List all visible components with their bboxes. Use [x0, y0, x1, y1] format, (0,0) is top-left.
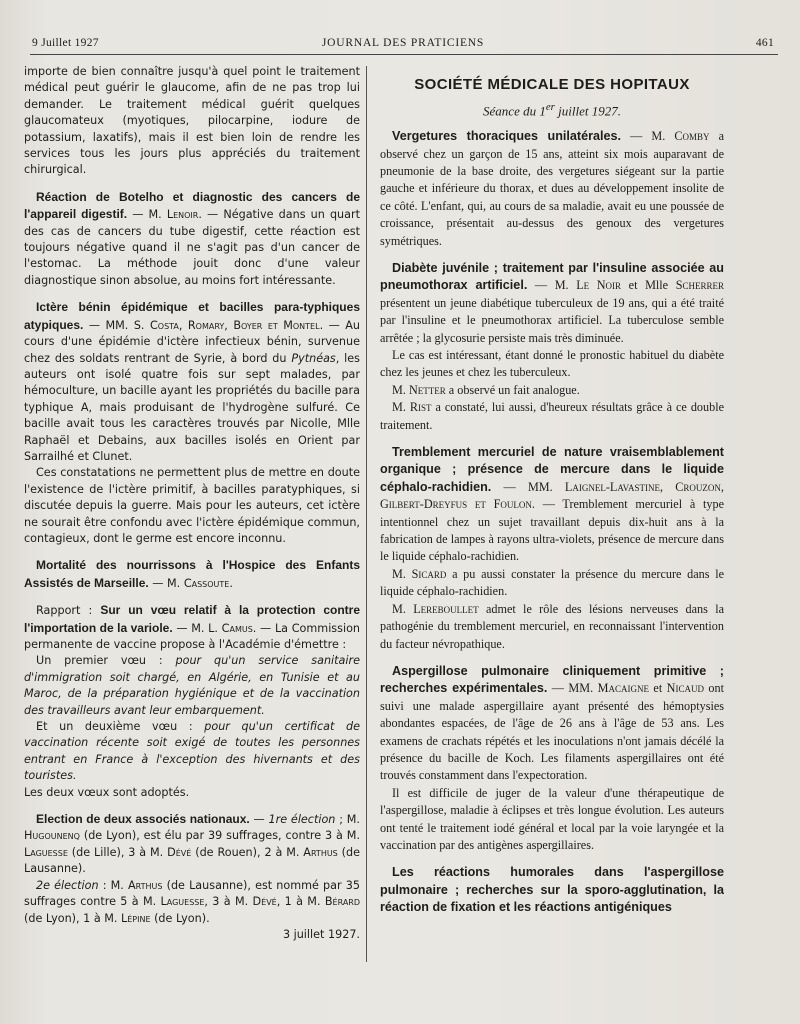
aspergillose-title: Aspergillose pulmonaire cliniquement primitive ; recherches expérimentales. — [380, 663, 724, 696]
section-title: SOCIÉTÉ MÉDICALE DES HOPITAUX — [414, 76, 690, 93]
column-divider — [366, 66, 367, 962]
diabete-paragraph-2: Le cas est intéressant, étant donné le pronostic habituel du diabète chez les jeunes et chez les tuberculeux. — [380, 348, 724, 380]
vergetures-article: Vergetures thoraciques unilatérales. — M. Comby a observé chez un garçon de 15 ans, atteint six mois auparavant de pneumonie de la base droite, des vergetures siégeant sur la partie gauche et inférieure du thorax, et dues au développement insolite de ce côté. L'enfant, qui, au cours de sa maladie, avait eu une poussée de croissance, présentait au-dessus des genoux des vergetures symétriques. — [380, 129, 724, 248]
botelho-article: Réaction de Botelho et diagnostic des cancers de l'appareil digestif. — M. Lenoir. — Négative dans un quart des cas de cancers du tube digestif, cette réaction est toujours négative quand il ne s'agit pas d'un cancer de l'estomac. La méthode jouit donc d'une valeur diagnostique sinon absolue, au moins fort intéressante. — [24, 189, 360, 287]
election-title: Election de deux associés nationaux. — [36, 812, 250, 827]
rapport-title: Sur un vœu relatif à la protection contre l'importation de la variole. — [24, 603, 360, 635]
first-election-label: 1re élection — [268, 813, 336, 827]
header-journal-title: JOURNAL DES PRATICIENS — [321, 37, 485, 49]
tremblement-paragraph-3: M. Lereboullet admet le rôle des lésions nerveuses dans la pathogénie du tremblement mercuriel, en reconnaissant l'intervention du facteur névropathique. — [380, 601, 724, 651]
right-column — [380, 64, 724, 964]
ictere-article: Ictère bénin épidémique et bacilles para-typhiques atypiques. — MM. S. Costa, Romary, Boyer et Montel. — Au cours d'une épidémie d'ictère infectieux bénin, survenue chez des soldats rentrant de Syrie, à bord du Pytnéas, les auteurs ont isolé quatre fois sur sept malades, par hémoculture, un bacille ayant les propriétés du bacille para typhique A, mais produisant de l'hydrogène sulfuré. Ce bacille avait tous les caractères trouvés par Nicolle, Mlle Raphaël et Debains, aux bacilles isolés en Orient par Sarrailhé et Clunet. — [24, 300, 360, 463]
botelho-text: . — Négative dans un quart des cas de cancers du tube digestif, cette réaction est toujours négative quand il ne s'agit pas d'un cancer de l'estomac. La méthode jouit donc d'une valeur diagnostique sinon absolue, au moins fort intéressante. — [24, 208, 360, 287]
voeu-1: Un premier vœu : pour qu'un service sanitaire d'immigration soit chargé, en Algérie, en Tunisie et au Maroc, de la préparation hygiénique et de la vaccination des travailleurs avant leur embarquement. — [24, 654, 360, 717]
ictere-title: Ictère bénin épidémique et bacilles para-typhiques atypiques. — [24, 300, 360, 332]
diabete-title: Diabète juvénile ; traitement par l'insuline associée au pneumothorax artificiel. — [380, 260, 724, 293]
mortalite-article: Mortalité des nourrissons à l'Hospice des Enfants Assistés de Marseille. — M. Cassoute. — [24, 558, 360, 590]
rapport-author: Camus — [221, 621, 253, 635]
header-date: 9 Juillet 1927 — [32, 37, 99, 49]
botelho-title: Réaction de Botelho et diagnostic des cancers de l'appareil digestif. — [24, 189, 360, 222]
header-page-number: 461 — [755, 37, 774, 49]
rapport-article: Rapport : Sur un vœu relatif à la protection contre l'importation de la variole. — M. L. Camus. — La Commission permanente de vaccine propose à l'Académie d'émettre : — [24, 603, 360, 651]
diabete-paragraph-4: M. Rist a constaté, lui aussi, d'heureux résultats grâce à ce double traitement. — [380, 400, 724, 432]
rapport-label: Rapport : — [36, 604, 101, 618]
ictere-paragraph-2: Ces constatations ne permettent plus de mettre en doute l'existence de l'ictère primitif, à bacilles paratyphiques, si discutée depuis la guerre. Mais pour les auteurs, cet ictère ne sourait être confondu avec l'ictère épidémique commun, contagieux, dont le germe est encore inconnu. — [24, 466, 360, 545]
election-date: 3 juillet 1927. — [282, 927, 360, 941]
header-rule — [30, 54, 778, 55]
voeu-2: Et un deuxième vœu : pour qu'un certificat de vaccination récente soit exigé de toutes les personnes entrant en France à l'exception des hivernants et des touristes. — [24, 720, 360, 783]
vergetures-title: Vergetures thoraciques unilatérales. — [392, 129, 622, 144]
mortalite-author: Cassoute — [183, 576, 230, 590]
election-article: Election de deux associés nationaux. — 1re élection ; M. Hugounenq (de Lyon), est élu par 39 suffrages, contre 3 à M. Laguesse (de Lille), 3 à M. Dévé (de Rouen), 2 à M. Arthus (de Lausanne). — [24, 812, 360, 876]
ship-name: Pytnéas — [291, 351, 336, 365]
aspergillose-paragraph-2: Il est difficile de juger de la valeur d'une thérapeutique de l'aspergillose, maladie à éclipses et très longue évolution. Les auteurs ont tenté le traitement iodé général et local par la voie laryngée et la vaccination par des antigènes aspergillaires. — [380, 785, 724, 852]
tremblement-title: Tremblement mercuriel de nature vraisemblablement organique ; présence de mercure dans le liquide céphalo-rachidien. — [380, 445, 724, 494]
mortalite-title: Mortalité des nourrissons à l'Hospice des Enfants Assistés de Marseille. — [24, 558, 360, 590]
ictere-authors: S. Costa, Romary, Boyer et Montel — [133, 318, 320, 332]
intro-paragraph: importe de bien connaître jusqu'à quel point le traitement médical peut guérir le glaucome, afin de ne pas trop lui demander. Le traitement médical guérit quelques glaucomateux (myotiques, pilocarpine, iodure de potassium, laxatifs), mais il est bien loin de rendre les services tous les jours plus appréciés du traitement chirurgical. — [24, 65, 360, 177]
tremblement-paragraph-2: M. Sicard a pu aussi constater la présence du mercure dans le liquide céphalo-rachidien. — [380, 566, 724, 599]
running-header — [32, 35, 774, 53]
tremblement-article: Tremblement mercuriel de nature vraisemblablement organique ; présence de mercure dans le liquide céphalo-rachidien. — MM. Laignel-Lavastine, Crouzon, Gilbert-Dreyfus et Foulon. — Tremblement mercuriel à type intentionnel chez un sujet travaillant depuis dix-huit ans à la fabrication de lampes à rayons ultra-violets, présence de mercure dans le liquide céphalo-rachidien. — [380, 445, 724, 564]
left-column — [24, 64, 360, 964]
session-date: Séance du 1er juillet 1927. — [483, 101, 621, 119]
second-election: 2e élection : M. Arthus (de Lausanne), est nommé par 35 suffrages contre 5 à M. Laguesse, 3 à M. Dévé, 1 à M. Bérard (de Lyon), 1 à M. Lépine (de Lyon). — [24, 878, 360, 925]
voeux-adopted: Les deux vœux sont adoptés. — [24, 785, 190, 799]
reactions-title: Les réactions humorales dans l'aspergillose pulmonaire ; recherches sur la sporo-agglutination, la réaction de fixation et les réactions antigéniques — [380, 865, 724, 915]
reactions-article — [380, 864, 724, 916]
diabete-paragraph-3: M. Netter a observé un fait analogue. — [392, 382, 580, 397]
diabete-article: Diabète juvénile ; traitement par l'insuline associée au pneumothorax artificiel. — M. Le Noir et Mlle Scherrer présentent un jeune diabétique tuberculeux de 19 ans, qui a été traité par l'insuline et le pneumothorax artificiel. La tuberculose semble arrêtée ; la glycosurie persiste mais très diminuée. — [380, 260, 724, 345]
botelho-author: Lenoir — [166, 208, 199, 222]
second-election-label: 2e élection — [36, 878, 99, 892]
aspergillose-article: Aspergillose pulmonaire cliniquement primitive ; recherches expérimentales. — MM. Macaigne et Nicaud ont suivi une malade aspergillaire ayant présenté des hémoptysies abondantes espacées, de l'âge de 26 ans à l'âge de 53 ans. Les examens de crachats répétés et les inoculations n'ont jamais décélé la présence du bacille de Koch. Les filaments aspergillaires ont été trouvés constamment dans l'expectoration. — [380, 663, 724, 783]
